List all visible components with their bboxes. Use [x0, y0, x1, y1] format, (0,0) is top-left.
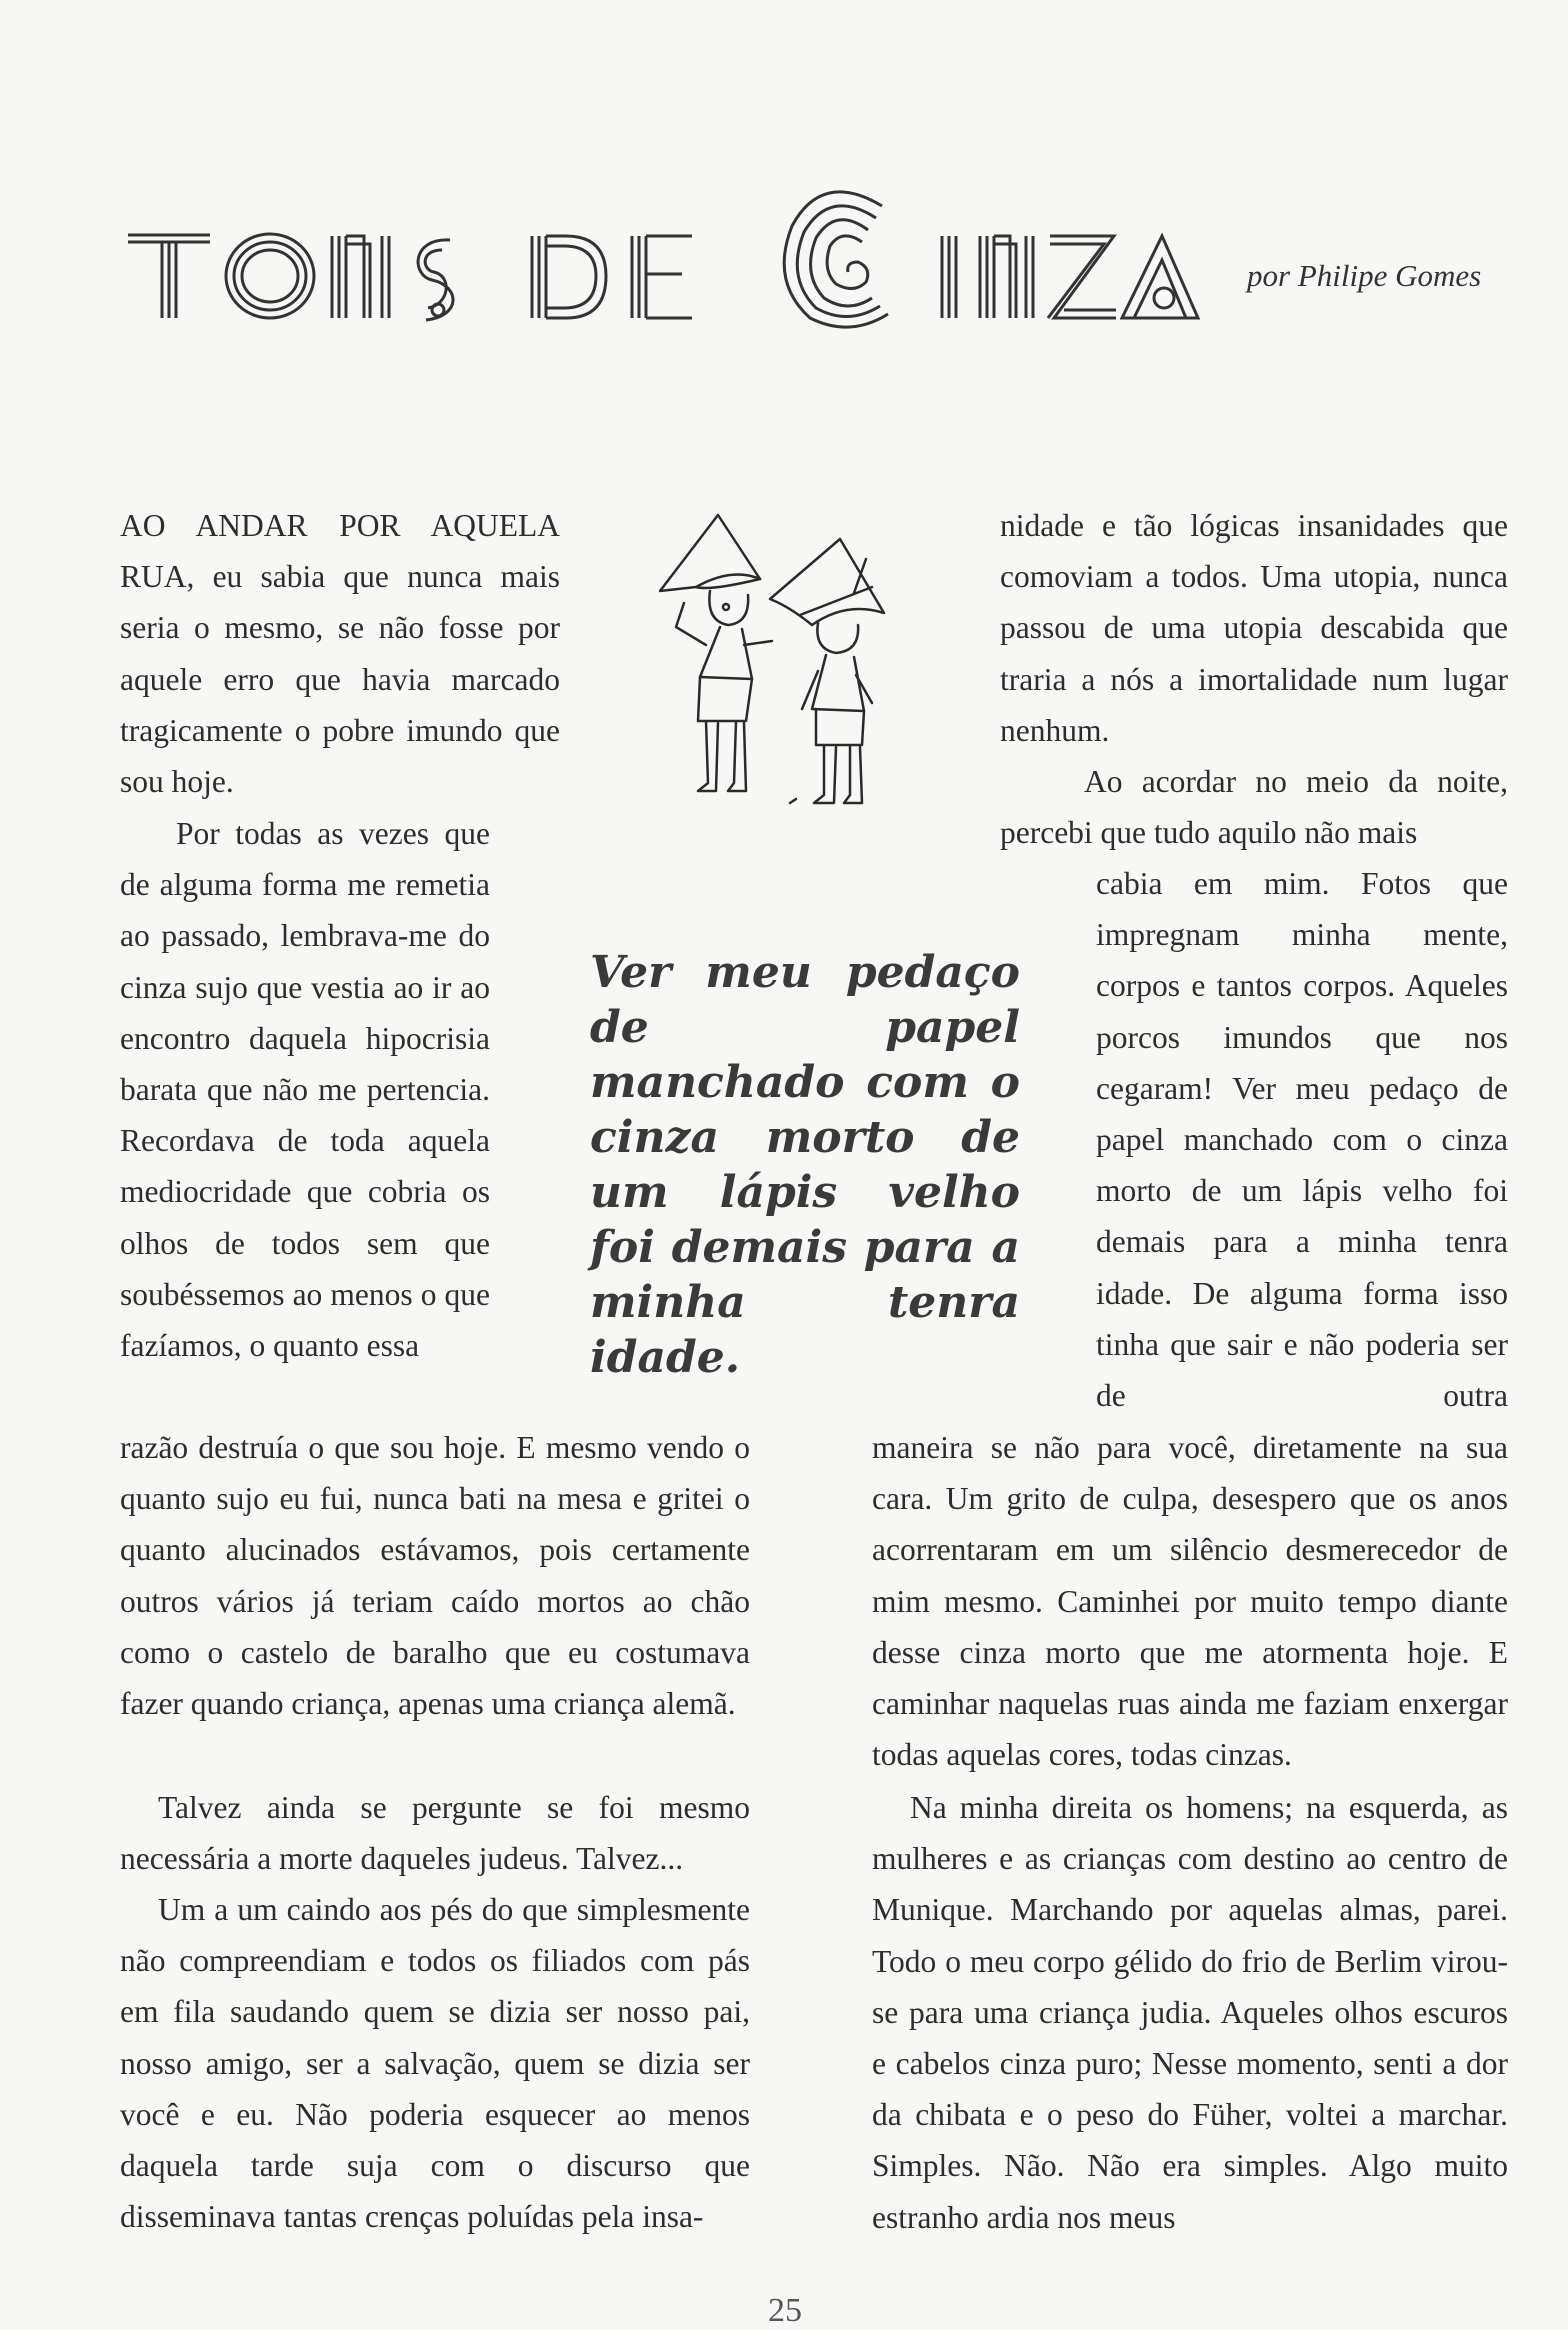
title-letter-n — [332, 236, 389, 318]
title-letter-s — [418, 240, 453, 320]
two-children-paper-hats-icon — [640, 495, 940, 835]
title-letter-i — [942, 236, 956, 318]
title-letter-a — [1122, 236, 1198, 318]
article-paragraph: Por todas as vezes que de alguma forma me remetia ao passado, lembrava-me do cinza sujo que vestia ao ir ao encontro daquela hipocrisia barata que não me pertencia. Recordava de toda aquela mediocridade que cobria os olhos de todos sem que soubéssemos ao menos o que fazíamos, o quanto essa — [120, 816, 490, 1364]
article-paragraph: razão destruía o que sou hoje. E mesmo vendo o quanto sujo eu fui, nunca bati na mesa e gritei o quanto alucinados estávamos, pois certamente outros vários já teriam caído mortos ao chão como o castelo de baralho que eu costumava fazer quando criança, apenas uma criança alemã. — [120, 1430, 750, 1722]
article-paragraph: Um a um caindo aos pés do que simplesmente não compreendiam e todos os filiados com pás em fila saudando quem se dizia ser nosso pai, nosso amigo, ser a salvação, quem se dizia ser você e eu. Não poderia esquecer ao menos daquela tarde suja com o discurso que disseminava tantas crenças poluídas pela insa- — [120, 1892, 750, 2235]
byline: por Philipe Gomes — [1247, 258, 1482, 293]
title-letter-t — [128, 235, 210, 318]
title-letter-d — [532, 236, 606, 318]
title-letter-n2 — [980, 236, 1033, 318]
article-paragraph: Talvez ainda se pergunte se foi mesmo necessária a morte daqueles judeus. Talvez... — [120, 1790, 750, 1877]
title-letter-z — [1048, 236, 1116, 318]
title-letter-e — [632, 236, 692, 318]
article-paragraph: nidade e tão lógicas insanidades que comoviam a todos. Uma utopia, nunca passou de uma utopia descabida que traria a nós a imortalidade num lugar nenhum. — [1000, 508, 1508, 748]
article-paragraph: Na minha direita os homens; na esquerda, as mulheres e as crianças com destino ao centro de Munique. Marchando por aquelas almas, parei. Todo o meu corpo gélido do frio de Berlim virou-se para uma criança judia. Aqueles olhos escuros e cabelos cinza puro; Nesse momento, senti a dor da chibata e o peso do Füher, voltei a marchar. Simples. Não. Não era simples. Algo muito estranho ardia nos meus — [872, 1790, 1508, 2235]
article-paragraph: Ao acordar no meio da noite, percebi que tudo aquilo não mais — [1000, 764, 1508, 851]
article-paragraph: maneira se não para você, diretamente na sua cara. Um grito de culpa, desespero que os anos acorrentaram em um silêncio desmerecedor de mim mesmo. Caminhei por muito tempo diante desse cinza morto que me atormenta hoje. E caminhar naquelas ruas ainda me faziam enxergar todas aquelas cores, todas cinzas. — [872, 1430, 1508, 1773]
pull-quote: Ver meu pedaço de papel manchado com o cinza morto de um lápis velho foi demais para a minha tenra idade. — [590, 947, 1020, 1383]
article-title — [120, 170, 1200, 340]
page-number: 25 — [768, 2292, 802, 2329]
article-paragraph: AO ANDAR POR AQUELA RUA, eu sabia que nunca mais seria o mesmo, se não fosse por aquele erro que havia marcado tragicamente o pobre imundo que sou hoje. — [120, 508, 560, 800]
article-paragraph: cabia em mim. Fotos que impregnam minha mente, corpos e tantos corpos. Aqueles porcos imundos que nos cegaram! Ver meu pedaço de papel manchado com o cinza morto de um lápis velho foi demais para a minha tenra idade. De alguma forma isso tinha que sair e não poderia ser de outra — [1096, 866, 1508, 1414]
title-letter-o — [226, 234, 314, 318]
title-letter-c — [784, 192, 888, 327]
